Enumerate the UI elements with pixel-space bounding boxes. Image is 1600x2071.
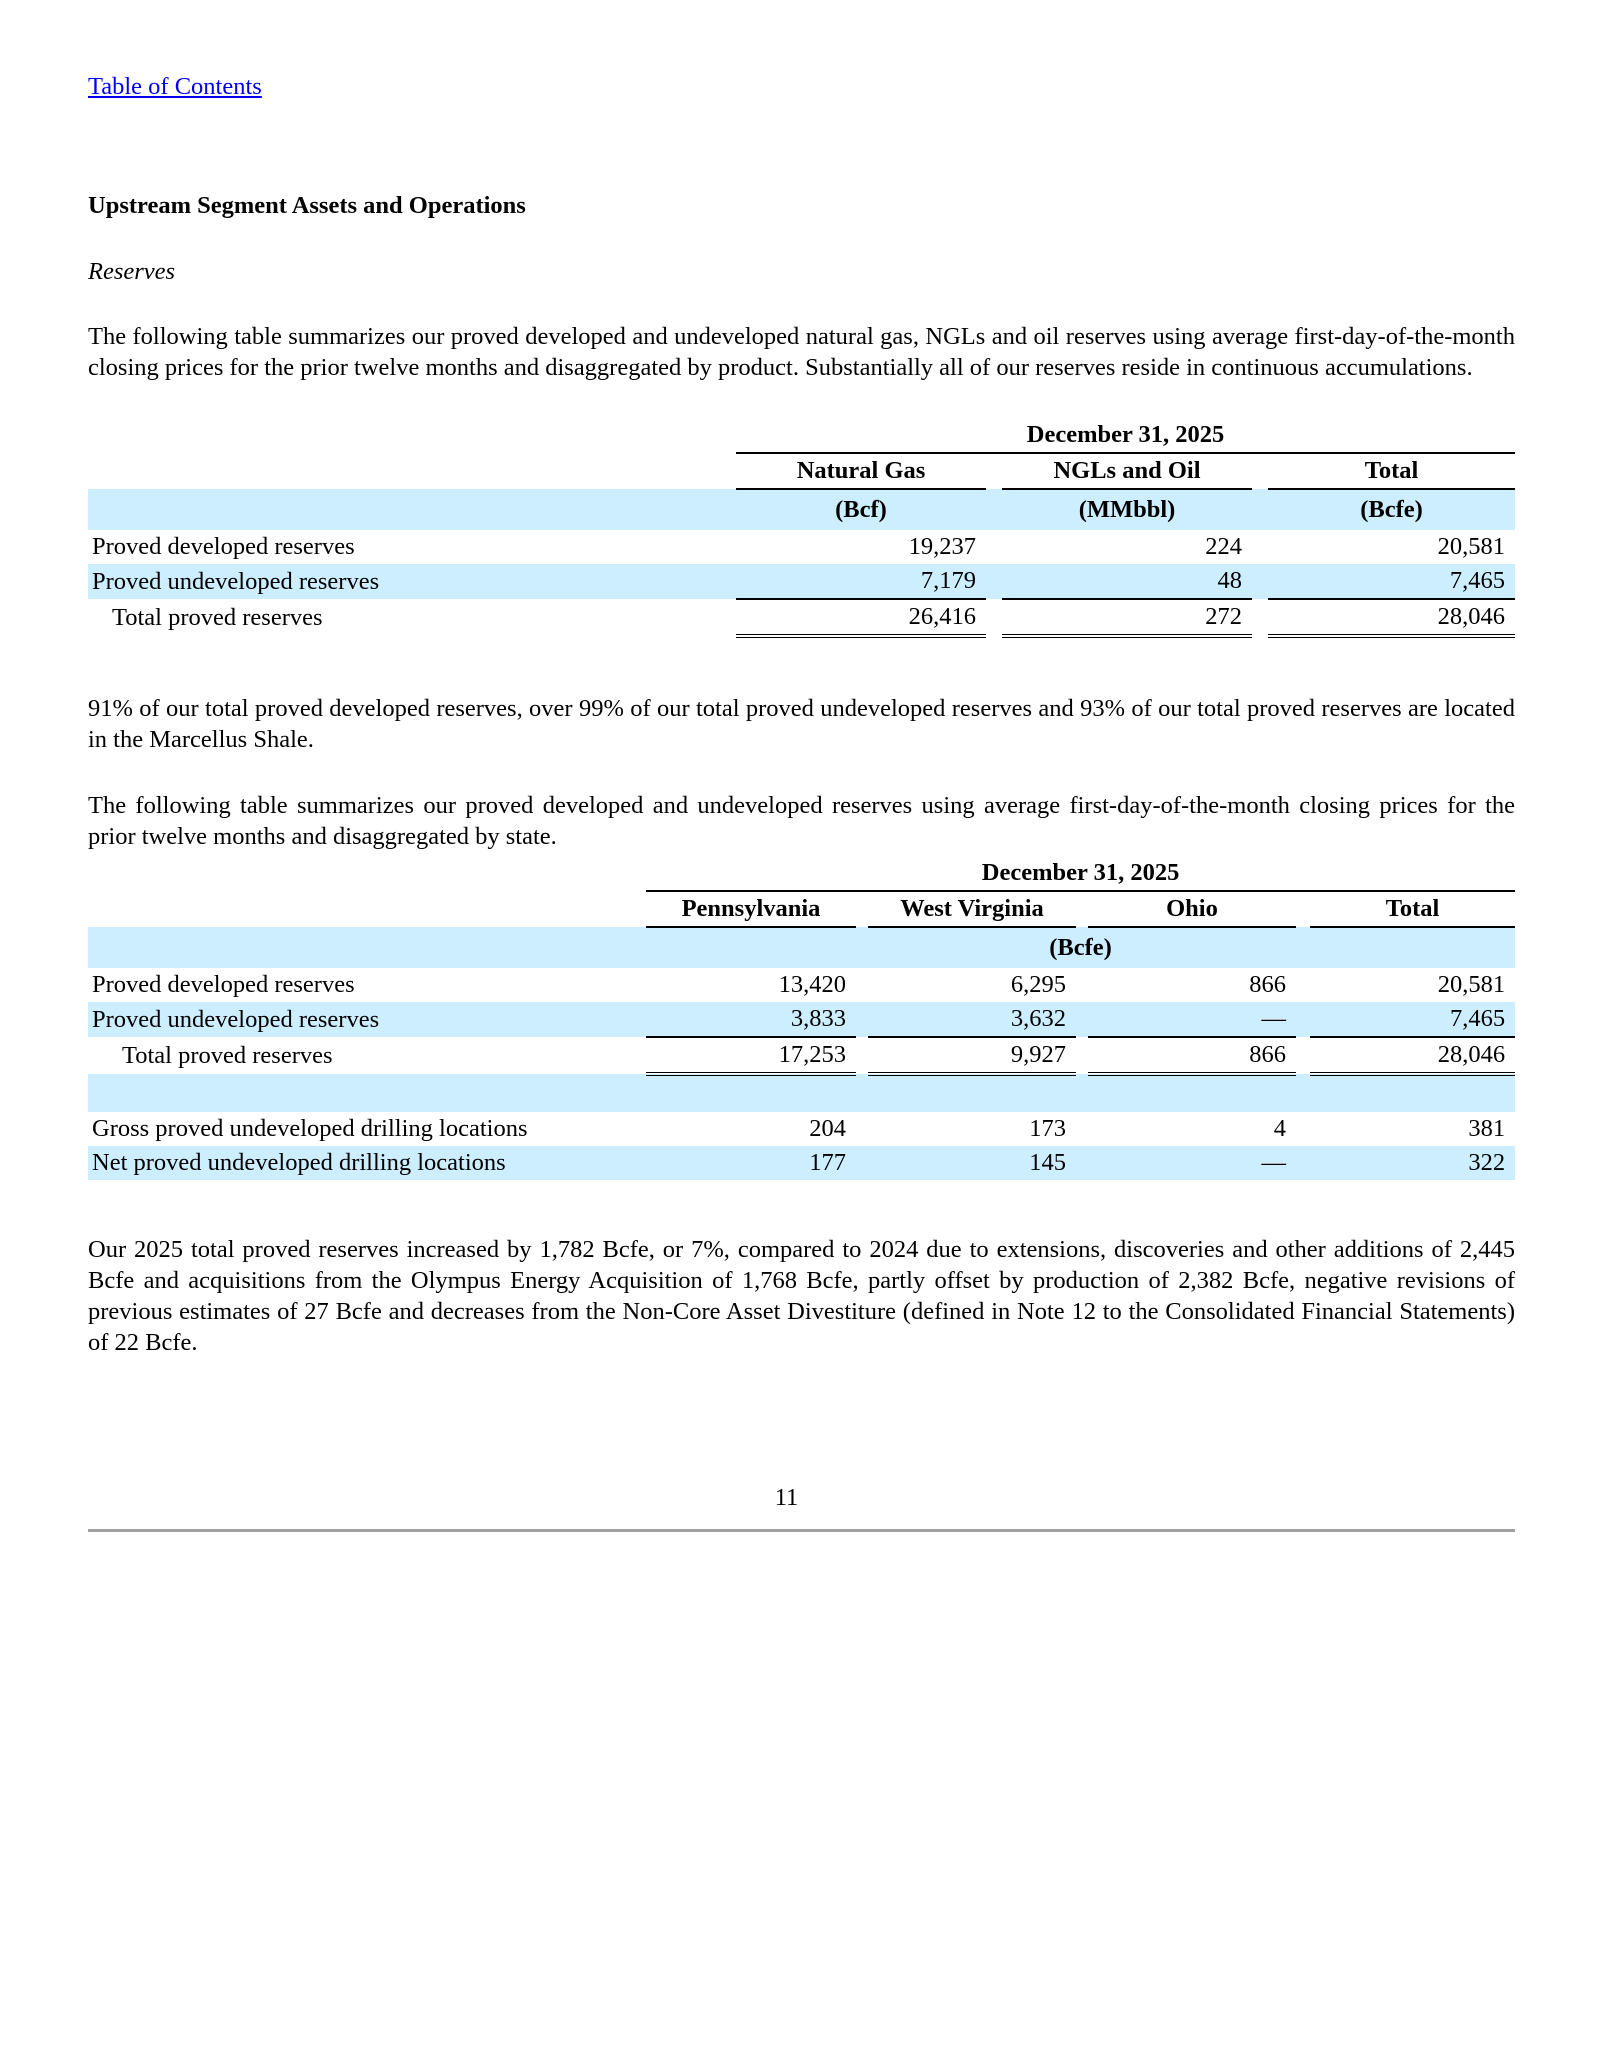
table-period-row	[88, 856, 1515, 891]
column-header: Pennsylvania	[646, 891, 856, 927]
row-label: Total proved reserves	[112, 603, 323, 631]
cell-value: 20,581	[1437, 971, 1506, 998]
cell-value: 13,420	[778, 971, 846, 998]
table-row	[88, 968, 1515, 1002]
row-label: Proved undeveloped reserves	[88, 564, 736, 599]
cell-value: 7,465	[1268, 564, 1515, 599]
cell-value: 177	[646, 1146, 856, 1180]
cell-value: 173	[1029, 1115, 1066, 1142]
column-header: West Virginia	[868, 891, 1076, 927]
table-of-contents-link[interactable]: Table of Contents	[88, 73, 262, 100]
footer-divider	[88, 1529, 1515, 1532]
table-period-row	[88, 418, 1515, 453]
table-column-header-row	[88, 891, 1515, 927]
column-header: Ohio	[1088, 891, 1296, 927]
section-title: Upstream Segment Assets and Operations	[88, 192, 526, 219]
table-row	[88, 1112, 1515, 1146]
column-header: Total	[1310, 891, 1515, 927]
row-label: Net proved undeveloped drilling locations	[88, 1146, 646, 1180]
cell-value: 7,465	[1310, 1002, 1515, 1037]
table-row	[88, 1146, 1515, 1180]
cell-value: —	[1088, 1146, 1296, 1180]
cell-value: 28,046	[1268, 599, 1515, 636]
cell-value: 322	[1310, 1146, 1515, 1180]
marcellus-paragraph: 91% of our total proved developed reserves, over 99% of our total proved undeveloped reserves and 93% of our total proved reserves are located in the Marcellus Shale.	[88, 695, 1515, 753]
cell-value: 19,237	[908, 533, 976, 560]
reserves-by-product-table	[88, 418, 1515, 638]
cell-value: 272	[1002, 599, 1252, 636]
cell-value: 48	[1002, 564, 1252, 599]
table-row	[88, 1002, 1515, 1037]
cell-value: 6,295	[1010, 971, 1066, 998]
row-label: Gross proved undeveloped drilling locations	[92, 1115, 528, 1142]
reserves-change-paragraph: Our 2025 total proved reserves increased by 1,782 Bcfe, or 7%, compared to 2024 due to extensions, discoveries and other additions of 2,445 Bcfe and acquisitions from the Olympus Energy Acquisition of 1,768 Bcfe, partly offset by production of 2,382 Bcfe, negative revisions of previous estimates of 27 Bcfe and decreases from the Non-Core Asset Divestiture (defined in Note 12 to the Consolidated Financial Statements) of 22 Bcfe.	[88, 1236, 1515, 1356]
cell-value: 204	[809, 1115, 846, 1142]
cell-value: —	[1088, 1002, 1296, 1037]
column-header: Total	[1268, 453, 1515, 489]
period-header: December 31, 2025	[736, 418, 1515, 453]
cell-value: 145	[868, 1146, 1076, 1180]
table-total-row	[88, 599, 1515, 636]
table-units-row	[88, 489, 1515, 530]
cell-value: 4	[1273, 1115, 1286, 1142]
page-number: 11	[774, 1484, 799, 1511]
table-column-header-row	[88, 453, 1515, 489]
cell-value: 3,833	[646, 1002, 856, 1037]
unit-label: (MMbbl)	[1002, 489, 1252, 530]
cell-value: 17,253	[646, 1037, 856, 1074]
cell-value: 7,179	[736, 564, 986, 599]
row-label: Total proved reserves	[122, 1041, 333, 1069]
cell-value: 224	[1205, 533, 1242, 560]
row-label: Proved developed reserves	[92, 533, 355, 560]
unit-label: (Bcfe)	[646, 927, 1515, 968]
row-label: Proved undeveloped reserves	[88, 1002, 646, 1037]
unit-label: (Bcf)	[736, 489, 986, 530]
cell-value: 28,046	[1310, 1037, 1515, 1074]
cell-value: 866	[1088, 1037, 1296, 1074]
table-row	[88, 564, 1515, 599]
table-units-row	[88, 927, 1515, 968]
cell-value: 3,632	[868, 1002, 1076, 1037]
state-table-intro-paragraph: The following table summarizes our proved developed and undeveloped reserves using average first-day-of-the-month closing prices for the prior twelve months and disaggregated by state.	[88, 792, 1515, 850]
cell-value: 866	[1249, 971, 1286, 998]
cell-value: 9,927	[868, 1037, 1076, 1074]
table-spacer-row	[88, 1074, 1515, 1112]
section-subtitle: Reserves	[88, 258, 176, 285]
column-header: Natural Gas	[736, 453, 986, 489]
row-label: Proved developed reserves	[92, 971, 355, 998]
column-header: NGLs and Oil	[1002, 453, 1252, 489]
reserves-by-state-table	[88, 856, 1515, 1180]
period-header: December 31, 2025	[646, 856, 1515, 891]
table-row	[88, 530, 1515, 564]
cell-value: 26,416	[736, 599, 986, 636]
unit-label: (Bcfe)	[1268, 489, 1515, 530]
cell-value: 20,581	[1437, 533, 1506, 560]
table-total-row	[88, 1037, 1515, 1074]
intro-paragraph: The following table summarizes our proved developed and undeveloped natural gas, NGLs and oil reserves using average first-day-of-the-month closing prices for the prior twelve months and disaggregated by product. Substantially all of our reserves reside in continuous accumulations.	[88, 323, 1515, 381]
cell-value: 381	[1468, 1115, 1506, 1142]
